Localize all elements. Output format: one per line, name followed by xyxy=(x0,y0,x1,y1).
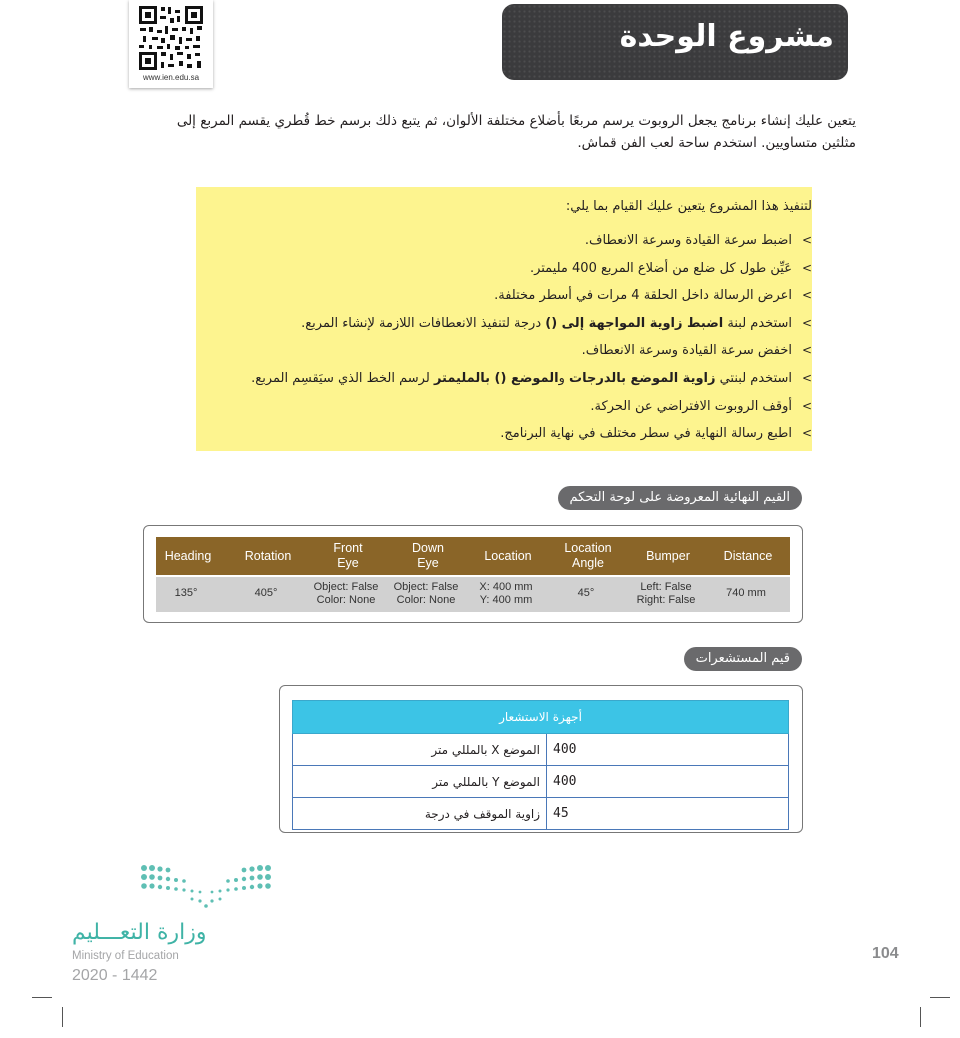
dashboard-header-cell: Bumper xyxy=(646,548,690,563)
sensor-label: الموضع Y بالمللي متر xyxy=(293,766,547,798)
dashboard-header-cell: Rotation xyxy=(244,548,292,563)
dashboard-header-cell: Heading xyxy=(164,548,212,563)
chevron-right-icon: > xyxy=(801,426,812,441)
chevron-right-icon: > xyxy=(801,233,812,247)
dashboard-value-cell: Object: False Color: None xyxy=(313,580,379,606)
task-text: اضبط سرعة القيادة وسرعة الانعطاف. xyxy=(584,233,792,248)
list-item xyxy=(212,227,812,255)
crop-mark xyxy=(32,997,52,998)
qr-url[interactable]: www.ien.edu.sa xyxy=(142,73,200,82)
list-item xyxy=(212,255,812,283)
task-text: اطبع رسالة النهاية في سطر مختلف في نهاية البرنامج. xyxy=(500,426,792,442)
task-text: لرسم الخط الذي سيَقسِم المربع. xyxy=(251,370,434,386)
sensor-card xyxy=(279,685,803,833)
task-text: استخدم لبنتي xyxy=(715,370,792,386)
crop-mark xyxy=(62,1007,63,1027)
task-box xyxy=(196,187,812,451)
sensor-label: زاوية الموقف في درجة xyxy=(293,798,547,830)
sensor-table-header xyxy=(293,701,789,734)
task-list xyxy=(212,227,812,448)
dashboard-header-cell: Location xyxy=(484,548,532,563)
dashboard-value-cell: 740 mm xyxy=(726,587,766,599)
list-item xyxy=(212,310,812,338)
chevron-right-icon: > xyxy=(801,343,812,358)
chevron-right-icon: > xyxy=(801,260,812,275)
dashboard-table xyxy=(156,537,790,611)
sensors-section-label: قيم المستشعرات xyxy=(684,647,802,671)
qr-code[interactable] xyxy=(129,0,213,88)
table-row xyxy=(293,766,789,798)
table-row xyxy=(293,734,789,766)
chevron-right-icon: > xyxy=(801,398,812,413)
ministry-logo xyxy=(72,862,282,992)
dashboard-value-cell: 45° xyxy=(577,587,595,599)
chevron-right-icon: > xyxy=(801,288,812,303)
sensor-value: 400 xyxy=(547,766,789,798)
dashboard-value-cell: Object: False Color: None xyxy=(393,580,459,606)
block-name: زاوية الموضع بالدرجات xyxy=(569,370,716,386)
ministry-name-english: Ministry of Education xyxy=(72,950,179,962)
task-text: استخدم لبنة xyxy=(723,315,792,331)
task-text: عَيِّن طول كل ضلع من أضلاع المربع 400 مليمتر. xyxy=(529,260,792,276)
dashboard-header-cell: Front Eye xyxy=(333,541,363,570)
dashboard-value-cell: X: 400 mm Y: 400 mm xyxy=(479,580,533,606)
sensor-value: 45 xyxy=(547,798,789,830)
dashboard-card xyxy=(143,525,803,623)
task-text: أوقف الروبوت الافتراضي عن الحركة. xyxy=(590,398,792,414)
sensor-label: الموضع X بالمللي متر xyxy=(293,734,547,766)
task-text: درجة لتنفيذ الانعطافات اللازمة لإنشاء المربع. xyxy=(301,315,546,331)
intro-paragraph: يتعين عليك إنشاء برنامج يجعل الروبوت يرسم مربعًا بأضلاع مختلفة الألوان، ثم يتبع ذلك برسم خط قُطري يقسم المربع إلى مثلثين متساويين. استخدم ساحة لعب الفن قماش. xyxy=(176,113,856,151)
block-name: الموضع () بالمليمتر xyxy=(433,370,559,386)
dashboard-value-cell: Left: False Right: False xyxy=(636,580,696,606)
page-number: 104 xyxy=(872,945,899,962)
crop-mark xyxy=(920,1007,921,1027)
list-item xyxy=(212,365,812,393)
chevron-right-icon: > xyxy=(801,315,812,330)
page-title: مشروع الوحدة xyxy=(619,19,834,54)
list-item xyxy=(212,393,812,421)
list-item xyxy=(212,420,812,448)
dashboard-header-cell: Location Angle xyxy=(564,541,612,570)
list-item xyxy=(212,282,812,310)
qr-code-image xyxy=(137,4,205,72)
task-text: اعرض الرسالة داخل الحلقة 4 مرات في أسطر مختلفة. xyxy=(494,288,792,304)
dashboard-header-cell: Down Eye xyxy=(412,541,444,570)
sensor-header: أجهزة الاستشعار xyxy=(293,701,789,734)
dashboard-header-cell: Distance xyxy=(723,548,773,563)
block-name: اضبط زاوية المواجهة إلى () xyxy=(545,315,724,331)
dashboard-value-cell: 405° xyxy=(254,587,278,599)
ministry-years: 2020 - 1442 xyxy=(72,967,158,984)
dashboard-section-label: القيم النهائية المعروضة على لوحة التحكم xyxy=(558,486,802,510)
task-text: و xyxy=(558,370,570,386)
task-lead: لتنفيذ هذا المشروع يتعين عليك القيام بما يلي: xyxy=(565,199,812,214)
dashboard-value-cell: 135° xyxy=(174,587,198,599)
ministry-dots-icon xyxy=(136,862,276,912)
table-row xyxy=(293,798,789,830)
list-item xyxy=(212,337,812,365)
crop-mark xyxy=(930,997,950,998)
sensor-table xyxy=(292,700,789,830)
task-text: اخفض سرعة القيادة وسرعة الانعطاف. xyxy=(581,343,792,359)
unit-project-banner xyxy=(502,4,848,80)
chevron-right-icon: > xyxy=(801,370,812,385)
sensor-value: 400 xyxy=(547,734,789,766)
ministry-name-arabic: وزارة التعـــليم xyxy=(72,920,207,945)
